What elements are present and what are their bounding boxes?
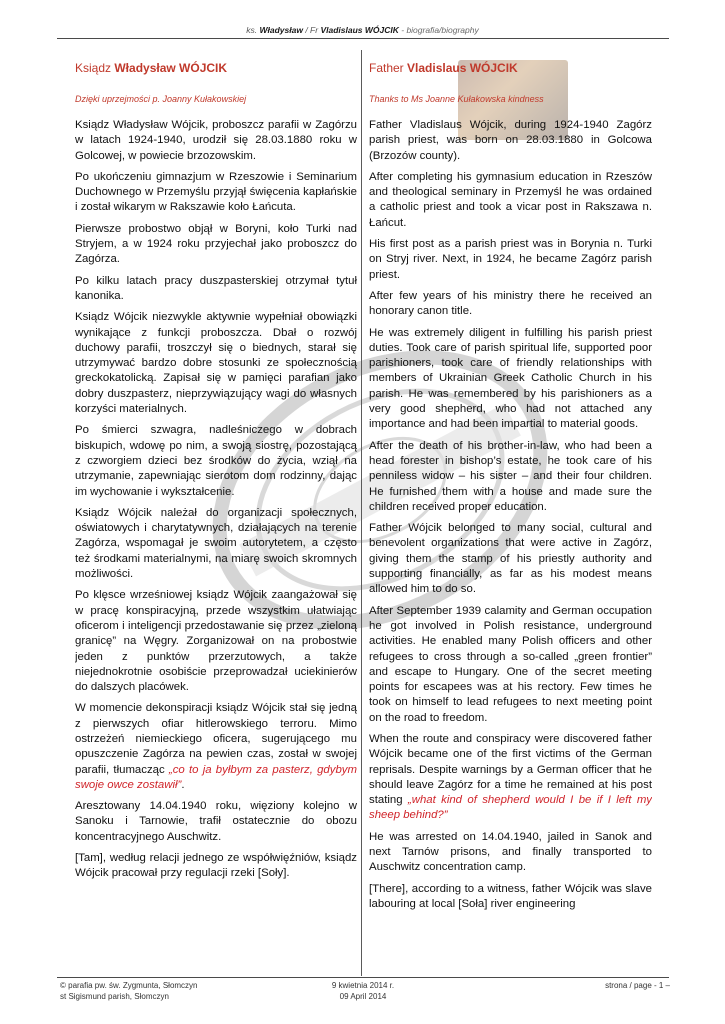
polish-paragraph: Ksiądz Władysław Wójcik, proboszcz parafii w Zagórzu w latach 1924-1940, urodził się 28.03.1880 roku w Golcowej, w powiecie brzozowskim. [75, 119, 357, 162]
polish-thanks: Dzięki uprzejmości p. Joanny Kułakowskiej [75, 94, 247, 104]
footer-date [318, 980, 408, 1002]
english-paragraph: After September 1939 calamity and German occupation he got involved in Polish resistance, underground activities. He enabled many Polish officers and other refugees to cross through a so-called „green frontier” and escape to Hungary. One of the secret meeting points for escapees was at his rectory. Few times he took on himself to lead refugees to next meeting point on the road to freedom. [369, 604, 652, 724]
english-paragraph: Father Wójcik belonged to many social, cultural and benevolent organizations that were active in Zagórz, giving them the stamp of his priestly authority and supporting financially, as far as his modest means allowed him to do so. [369, 522, 652, 596]
polish-paragraph: Ksiądz Wójcik należał do organizacji społecznych, oświatowych i charytatywnych, działających na terenie Zagórza, wspomagał je swoim autorytetem, a często też środkami materialnymi, na miarę swoich skromnych możliwości. [75, 506, 357, 581]
polish-title [75, 58, 357, 78]
footer-page-number: strona / page - 1 – [605, 981, 670, 990]
english-thanks: Thanks to Ms Joanne Kułakowska kindness [369, 94, 544, 104]
footer-rule [57, 977, 669, 978]
polish-paragraph-quote [75, 701, 357, 793]
polish-paragraph: Po ukończeniu gimnazjum w Rzeszowie i Seminarium Duchownego w Przemyślu przyjął święcenia kapłańskie i został wikarym w Rakszawie koło Łańcuta. [75, 170, 357, 214]
english-paragraph: [There], according to a witness, father Wójcik was slave labouring at local [Soła] river engineering [369, 882, 652, 910]
english-paragraph: He was arrested on 14.04.1940, jailed in Sanok and next Tarnów prisons, and finally transported to Auschwitz concentration camp. [369, 830, 652, 874]
english-title [369, 58, 652, 78]
polish-quote: „co to ja byłbym za pasterz, gdybym swoje owce zostawił” [75, 763, 357, 791]
english-paragraph: After the death of his brother-in-law, who had been a head forester in bishop’s estate, he took care of his penniless widow – his sister – and their four children. He furnished them with a house and made sure the children received proper education. [369, 439, 652, 513]
header-rule [57, 38, 669, 39]
english-paragraph: Father Vladislaus Wójcik, during 1924-1940 Zagórz parish priest, was born on 28.03.1880 in Golcowa (Brzozów county). [369, 119, 652, 162]
english-p9-text: When the route and conspiracy were discovered father Wójcik became one of the first victims of the German reprisals. Despite warnings by a German officer that he should leave Zagórz for a time he remained at his post stating [369, 732, 652, 807]
header-name-pl: Władysław [259, 25, 303, 35]
polish-paragraph: [Tam], według relacji jednego ze współwięźniów, ksiądz Wójcik pracował przy regulacji rzeki [Soły]. [75, 852, 357, 880]
polish-paragraph: Aresztowany 14.04.1940 roku, więziony kolejno w Sanoku i Tarnowie, trafił ostatecznie do obozu koncentracyjnego Auschwitz. [75, 800, 357, 843]
column-divider [361, 50, 362, 976]
english-title-plain: Father [369, 61, 408, 75]
english-paragraph-quote [369, 732, 652, 824]
english-paragraph: He was extremely diligent in fulfilling his parish priest duties. Took care of parish spiritual life, supported poor parishioners, took care of friendly relationships with members of Ukrainian Greek Catholic Church in his parish. He was remembered by his parishioners as a very good shepherd, who had not attached any importance and had been impartial to material goods. [369, 326, 652, 431]
polish-paragraph: Pierwsze probostwo objął w Boryni, koło Turki nad Stryjem, a w 1924 roku przyjechał jako proboszcz do Zagórza. [75, 222, 357, 266]
header-suffix: - biografia/biography [401, 25, 479, 35]
polish-paragraph: Po kilku latach pracy duszpasterskiej otrzymał tytuł kanonika. [75, 274, 357, 302]
english-paragraph: His first post as a parish priest was in Borynia n. Turki on Stryj river. Next, in 1924, he became Zagórz parish priest. [369, 238, 652, 281]
polish-paragraph: Ksiądz Wójcik niezwykle aktywnie wypełniał obowiązki wynikające z funkcji proboszcza. Dbał o rozwój duchowy parafii, troszczył się o biednych, starał się utrzymywać bardzo dobre stosunki ze społecznością greckokatolicką. Zapisał się w pamięci parafian jako dobry duszpasterz, nieprzywiązujący wagi do własnych korzyści materialnych. [75, 311, 357, 416]
polish-title-plain: Ksiądz [75, 61, 115, 75]
english-quote: „what kind of shepherd would I be if I left my sheep behind?” [369, 794, 652, 822]
english-title-bold: Vladislaus WÓJCIK [407, 61, 518, 75]
polish-paragraph: Po klęsce wrześniowej ksiądz Wójcik zaangażował się w pracę konspiracyjną, przede wszystkim ułatwiając oficerom i inteligencji przedostawanie się przez „zieloną granicę” na Węgry. Zorganizował on na probostwie jeden z punktów przerzutowych, a także niejednokrotnie osobiście przeprowadzał uciekinierów do dalszych placówek. [75, 589, 357, 694]
header-sep: / Fr [305, 25, 319, 35]
page-header [0, 25, 725, 35]
footer-date-pl: 9 kwietnia 2014 r. [331, 981, 395, 990]
english-paragraph: After completing his gymnasium education in Rzeszów and theological seminary in Przemyśl he was ordained a catholic priest and took a vicar post in Rakszawa n. Łańcut. [369, 170, 652, 229]
english-paragraph: After few years of his ministry there he received an honorary canon title. [369, 289, 652, 318]
polish-p9-end: . [181, 778, 185, 791]
polish-title-bold: Władysław WÓJCIK [114, 61, 228, 75]
footer-parish [60, 980, 198, 1002]
footer-date-en: 09 April 2014 [339, 992, 387, 1001]
footer-parish-pl: © parafia pw. św. Zygmunta, Słomczyn [60, 981, 198, 990]
polish-paragraph: Po śmierci szwagra, nadleśniczego w dobrach biskupich, wdowę po nim, a swoją siostrę, pozostającą z czworgiem dzieci bez środków do życia, wziął na utrzymanie, zapewniając sierotom dom rodzinny, dając im wychowanie i wykształcenie. [75, 424, 357, 498]
polish-column [75, 58, 357, 976]
polish-p9-text: W momencie dekonspiracji ksiądz Wójcik stał się jedną z pierwszych ofiar hitlerowskiego terroru. Mimo ostrzeżeń niemieckiego oficera, sugerującego mu opuszczenie Zagórza na pewien czas, został w swojej parafii, tłumacząc [75, 702, 357, 776]
header-prefix: ks. [246, 25, 258, 35]
footer-parish-en: st Sigismund parish, Słomczyn [60, 992, 169, 1001]
english-column [369, 58, 652, 976]
header-name-en: Vladislaus WÓJCIK [320, 25, 399, 35]
